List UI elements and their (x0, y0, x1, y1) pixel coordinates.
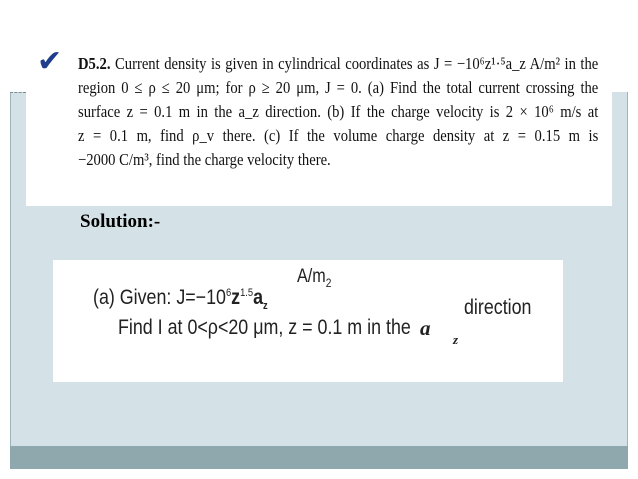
given-prefix: (a) Given: J=−10 (93, 286, 226, 309)
find-line: Find I at 0<ρ<20 μm, z = 0.1 m in the (118, 316, 411, 339)
units-subscript: 2 (325, 275, 332, 290)
given-line (93, 286, 268, 312)
header-divider (10, 92, 26, 93)
unit-vector-subscript: z (453, 332, 459, 347)
direction-label: direction (464, 296, 532, 319)
slide-footer-bar (10, 446, 628, 469)
solution-heading: Solution:- (80, 211, 161, 232)
units-label (297, 266, 331, 290)
problem-statement (78, 52, 598, 172)
problem-line-1-text: Current density is given in cylindrical coordinates as J = −10⁶z¹·⁵a_z A/m² in the (115, 54, 599, 73)
problem-line-2: region 0 ≤ ρ ≤ 20 μm; for ρ ≥ 20 μm, J = 0. (a) Find the total current crossing the (78, 78, 599, 97)
given-a: a (253, 286, 264, 309)
checkmark-icon: ✔ (37, 44, 63, 79)
problem-line-5: −2000 C/m³, find the charge velocity there. (78, 150, 331, 169)
given-exponent: 6 (225, 287, 232, 299)
problem-label: D5.2. (78, 54, 111, 73)
problem-line-4: z = 0.1 m, find ρ_v there. (c) If the volume charge density at z = 0.15 m is (78, 126, 599, 145)
problem-line-1 (78, 52, 598, 76)
given-z: z (231, 286, 241, 309)
given-z-exponent: 1.5 (240, 287, 254, 299)
units-main: A/m (297, 266, 326, 287)
given-a-subscript: z (263, 300, 268, 313)
problem-line-3: surface z = 0.1 m in the a_z direction. (b) If the charge velocity is 2 × 10⁶ m/s at (78, 102, 599, 121)
unit-vector-symbol: a (420, 316, 431, 340)
